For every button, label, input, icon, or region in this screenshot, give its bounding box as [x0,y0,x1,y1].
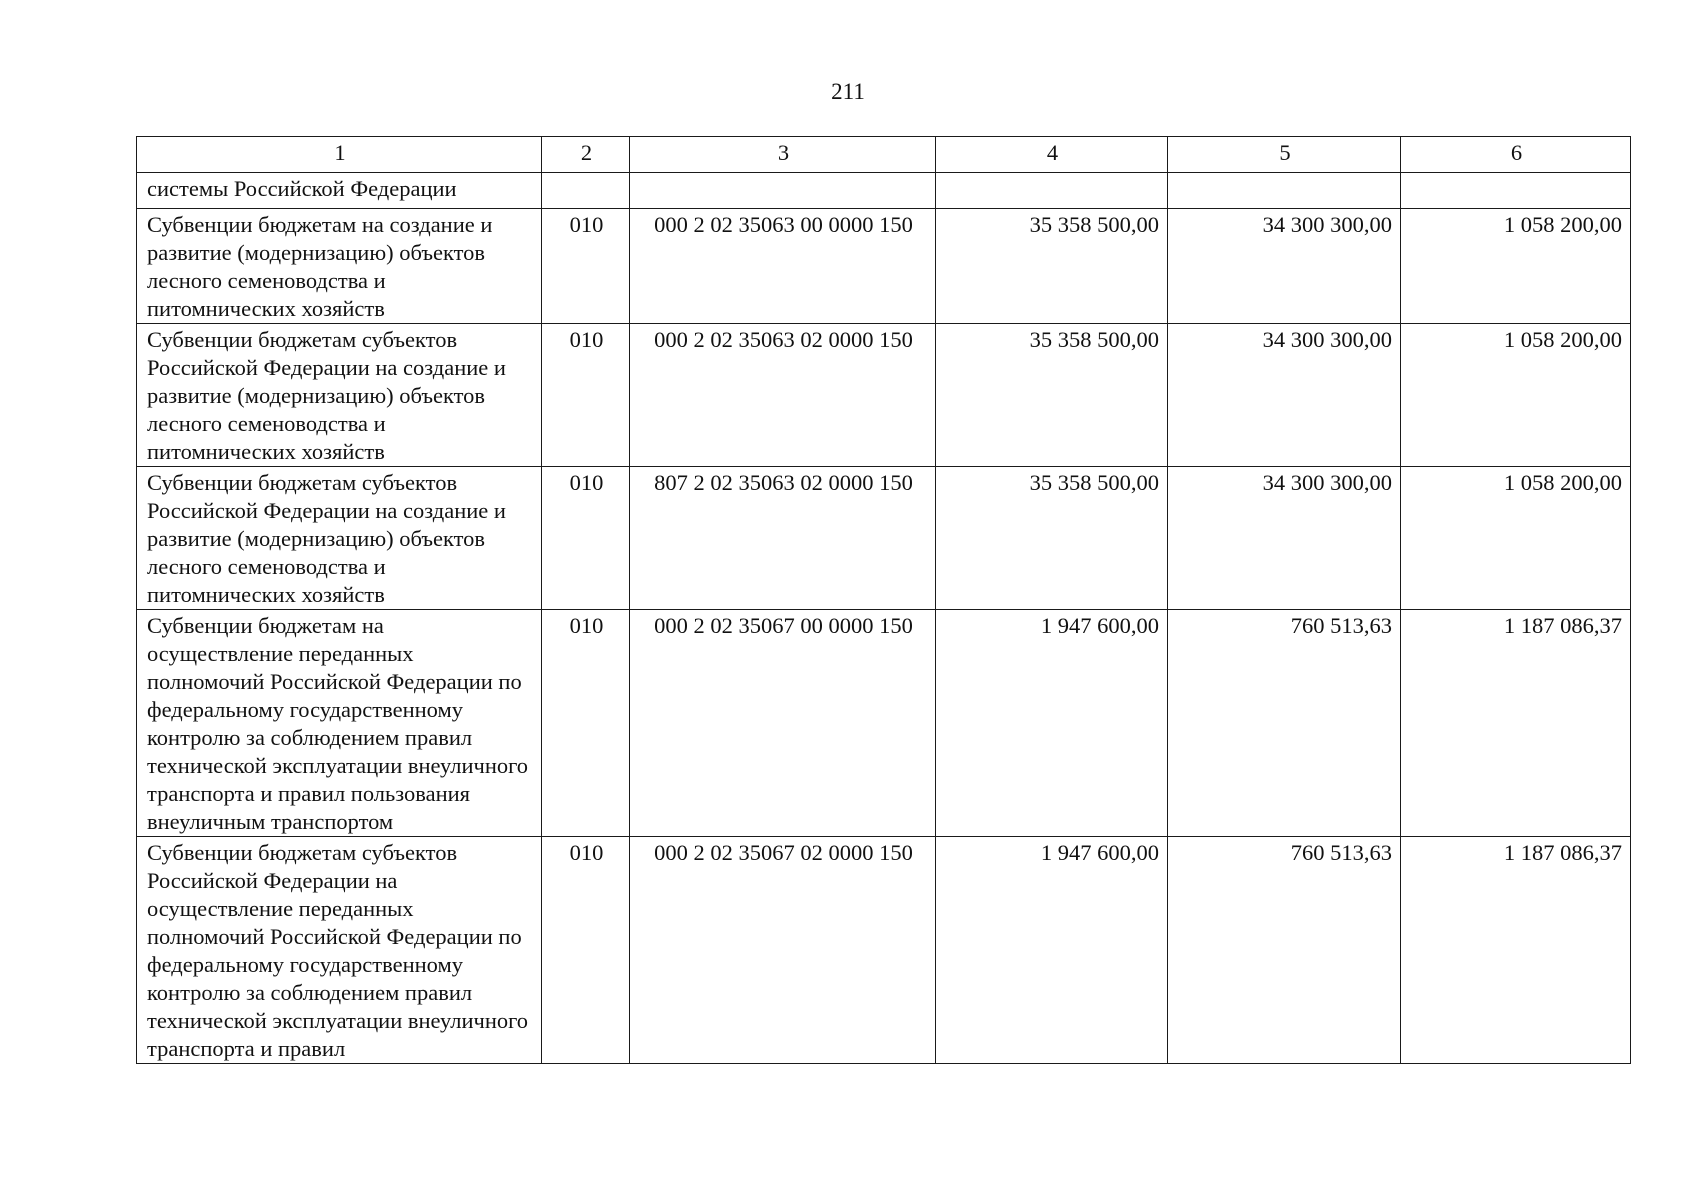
column-header-1: 1 [137,137,542,173]
row-value-6-cell: 1 187 086,37 [1401,610,1631,837]
row-value-4-cell: 1 947 600,00 [936,610,1168,837]
row-kbk-cell [630,173,936,209]
table-header-row [137,137,1631,173]
row-value-4-cell: 35 358 500,00 [936,209,1168,324]
row-kbk-cell: 000 2 02 35063 00 0000 150 [630,209,936,324]
row-value-6-cell: 1 187 086,37 [1401,837,1631,1064]
table-row [137,324,1631,467]
row-code-cell: 010 [542,837,630,1064]
row-kbk-cell: 000 2 02 35063 02 0000 150 [630,324,936,467]
table-row [137,610,1631,837]
row-code-cell: 010 [542,209,630,324]
row-value-6-cell: 1 058 200,00 [1401,209,1631,324]
row-value-4-cell [936,173,1168,209]
row-name-cell: Субвенции бюджетам субъектов Российской Федерации на создание и развитие (модернизацию) объектов лесного семеноводства и питомнических хозяйств [137,467,542,610]
row-code-cell: 010 [542,324,630,467]
row-code-cell: 010 [542,610,630,837]
row-value-4-cell: 35 358 500,00 [936,324,1168,467]
row-name-cell: Субвенции бюджетам субъектов Российской Федерации на осуществление переданных полномочий Российской Федерации по федеральному государственному контролю за соблюдением правил технической эксплуатации внеуличного транспорта и правил [137,837,542,1064]
row-value-5-cell: 760 513,63 [1168,610,1401,837]
table-row [137,173,1631,209]
column-header-4: 4 [936,137,1168,173]
column-header-6: 6 [1401,137,1631,173]
row-code-cell: 010 [542,467,630,610]
row-value-6-cell [1401,173,1631,209]
row-value-5-cell [1168,173,1401,209]
row-code-cell [542,173,630,209]
budget-table [136,136,1631,1064]
row-name-cell: Субвенции бюджетам на осуществление переданных полномочий Российской Федерации по федеральному государственному контролю за соблюдением правил технической эксплуатации внеуличного транспорта и правил пользования внеуличным транспортом [137,610,542,837]
row-value-6-cell: 1 058 200,00 [1401,467,1631,610]
row-value-5-cell: 34 300 300,00 [1168,209,1401,324]
row-name-cell: Субвенции бюджетам субъектов Российской Федерации на создание и развитие (модернизацию) объектов лесного семеноводства и питомнических хозяйств [137,324,542,467]
row-value-6-cell: 1 058 200,00 [1401,324,1631,467]
table-row [137,209,1631,324]
table-row [137,467,1631,610]
row-value-4-cell: 35 358 500,00 [936,467,1168,610]
column-header-3: 3 [630,137,936,173]
row-value-4-cell: 1 947 600,00 [936,837,1168,1064]
row-kbk-cell: 000 2 02 35067 00 0000 150 [630,610,936,837]
row-value-5-cell: 34 300 300,00 [1168,324,1401,467]
row-kbk-cell: 000 2 02 35067 02 0000 150 [630,837,936,1064]
row-kbk-cell: 807 2 02 35063 02 0000 150 [630,467,936,610]
column-header-5: 5 [1168,137,1401,173]
table-row [137,837,1631,1064]
page-number: 211 [831,79,865,104]
row-value-5-cell: 34 300 300,00 [1168,467,1401,610]
column-header-2: 2 [542,137,630,173]
row-name-cell: Субвенции бюджетам на создание и развитие (модернизацию) объектов лесного семеноводства и питомнических хозяйств [137,209,542,324]
row-value-5-cell: 760 513,63 [1168,837,1401,1064]
row-name-cell: системы Российской Федерации [137,173,542,209]
